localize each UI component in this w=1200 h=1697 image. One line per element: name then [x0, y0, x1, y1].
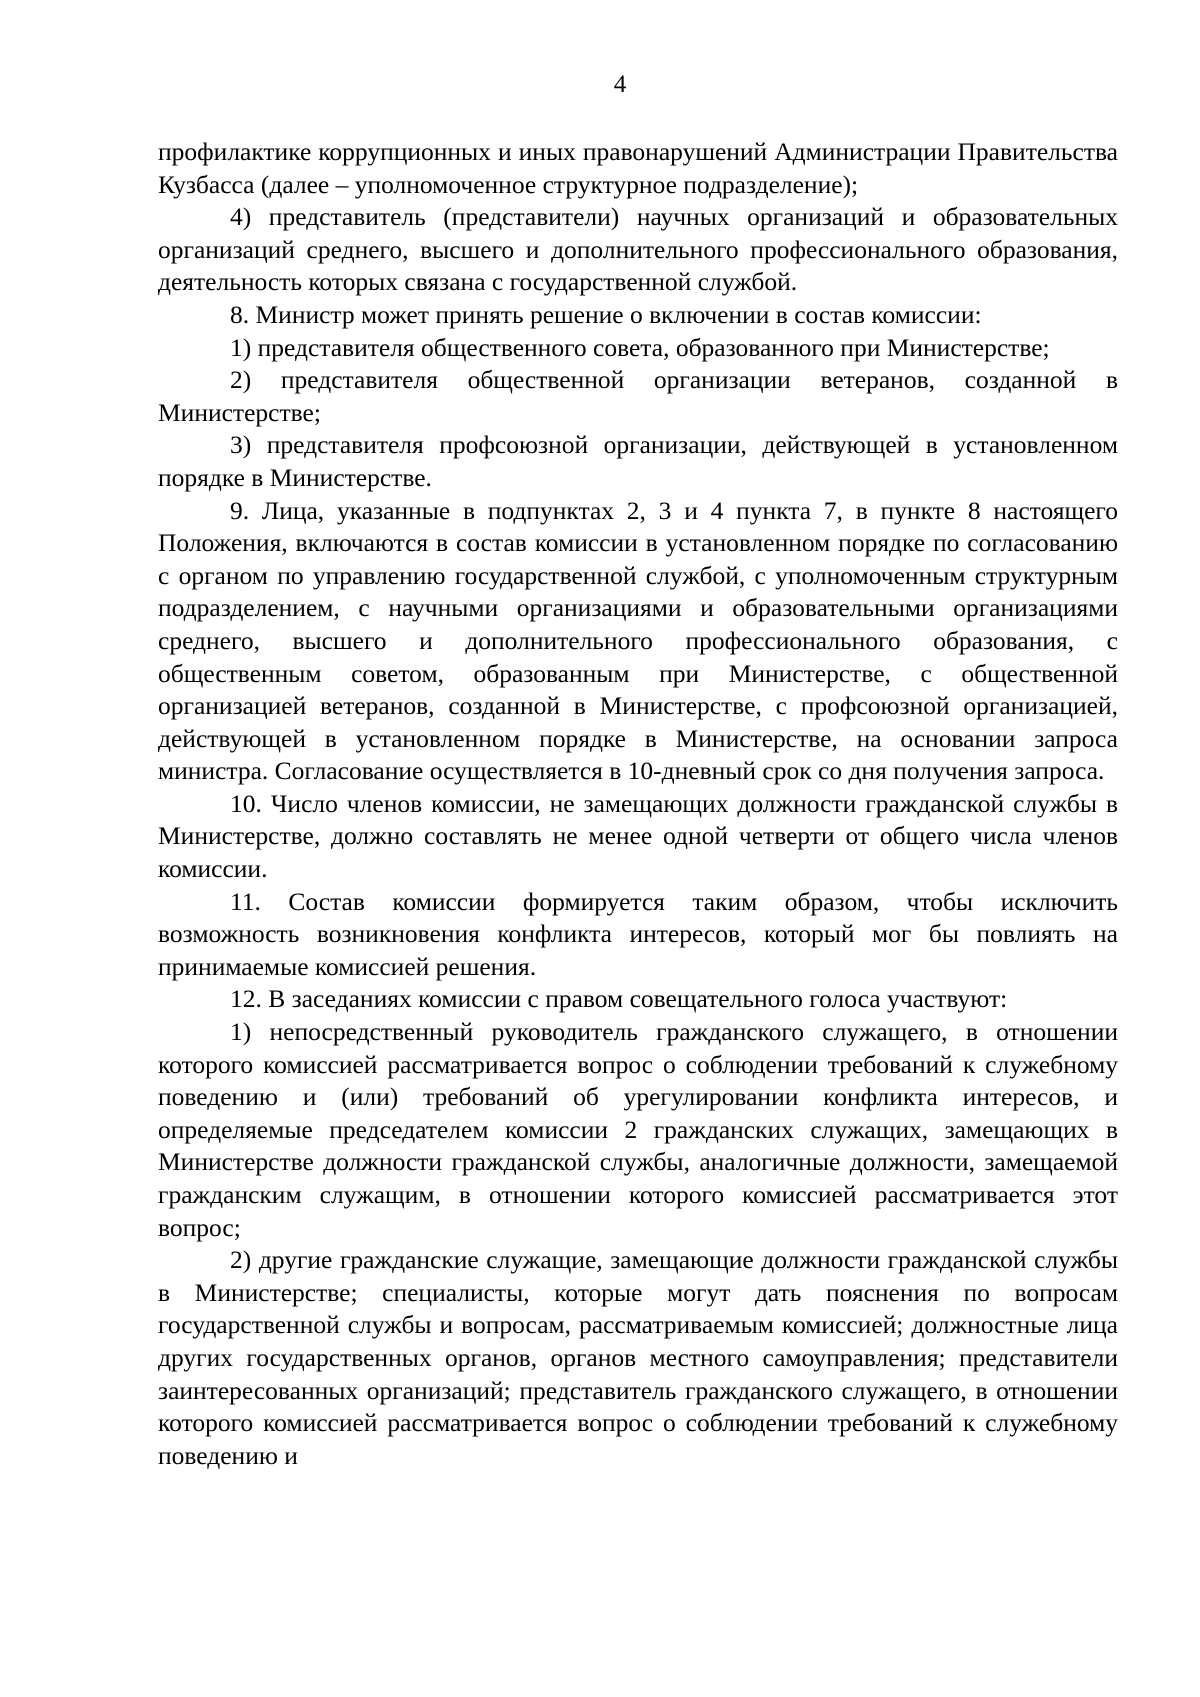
paragraph-continuation: профилактике коррупционных и иных правонарушений Администрации Правительства Кузбасса (далее – уполномоченное структурное подразделение);	[158, 137, 1118, 199]
paragraph-12-item-1: 1) непосредственный руководитель гражданского служащего, в отношении которого комиссией рассматривается вопрос о соблюдении требований к служебному поведению и (или) требований об урегулировании конфликта интересов, и определяемые председателем комиссии 2 гражданских служащих, замещающих в Министерстве должности гражданской службы, аналогичные должности, замещаемой гражданским служащим, в отношении которого комиссией рассматривается этот вопрос;	[158, 1017, 1118, 1242]
paragraph-9-persons: 9. Лица, указанные в подпунктах 2, 3 и 4 пункта 7, в пункте 8 настоящего Положения, включаются в состав комиссии в установленном порядке по согласованию с органом по управлению государственной службой, с уполномоченным структурным подразделением, с научными организациями и образовательными организациями среднего, высшего и дополнительного профессионального образования, с общественным советом, образованным при Министерстве, с общественной организацией ветеранов, созданной в Министерстве, с профсоюзной организацией, действующей в установленном порядке в Министерстве, на основании запроса министра. Согласование осуществляется в 10-дневный срок со дня получения запроса.	[158, 495, 1118, 786]
paragraph-8-minister-decision: 8. Министр может принять решение о включении в состав комиссии:	[230, 299, 982, 329]
paragraph-8-item-1: 1) представителя общественного совета, образованного при Министерстве;	[230, 332, 1050, 362]
paragraph-8-item-3: 3) представителя профсоюзной организации, действующей в установленном порядке в Министерстве.	[158, 430, 1118, 492]
paragraph-10-members-count: 10. Число членов комиссии, не замещающих должности гражданской службы в Министерстве, должно составлять не менее одной четверти от общего числа членов комиссии.	[158, 788, 1118, 884]
paragraph-12-item-2: 2) другие гражданские служащие, замещающие должности гражданской службы в Министерстве; специалисты, которые могут дать пояснения по вопросам государственной службы и вопросам, рассматриваемым комиссией; должностные лица других государственных органов, органов местного самоуправления; представители заинтересованных организаций; представитель гражданского служащего, в отношении которого комиссией рассматривается вопрос о соблюдении требований к служебному поведению и	[158, 1245, 1118, 1470]
paragraph-item-4-representatives: 4) представитель (представители) научных организаций и образовательных организаций среднего, высшего и дополнительного профессионального образования, деятельность которых связана с государственной службой.	[158, 202, 1118, 297]
paragraph-11-composition: 11. Состав комиссии формируется таким образом, чтобы исключить возможность возникновения конфликта интересов, который мог бы повлиять на принимаемые комиссией решения.	[158, 886, 1118, 981]
page-number: 4	[613, 71, 627, 98]
document-body	[158, 136, 1118, 1472]
paragraph-12-advisory-vote: 12. В заседаниях комиссии с правом совещательного голоса участвуют:	[230, 984, 1008, 1014]
paragraph-8-item-2: 2) представителя общественной организации ветеранов, созданной в Министерстве;	[158, 365, 1118, 427]
